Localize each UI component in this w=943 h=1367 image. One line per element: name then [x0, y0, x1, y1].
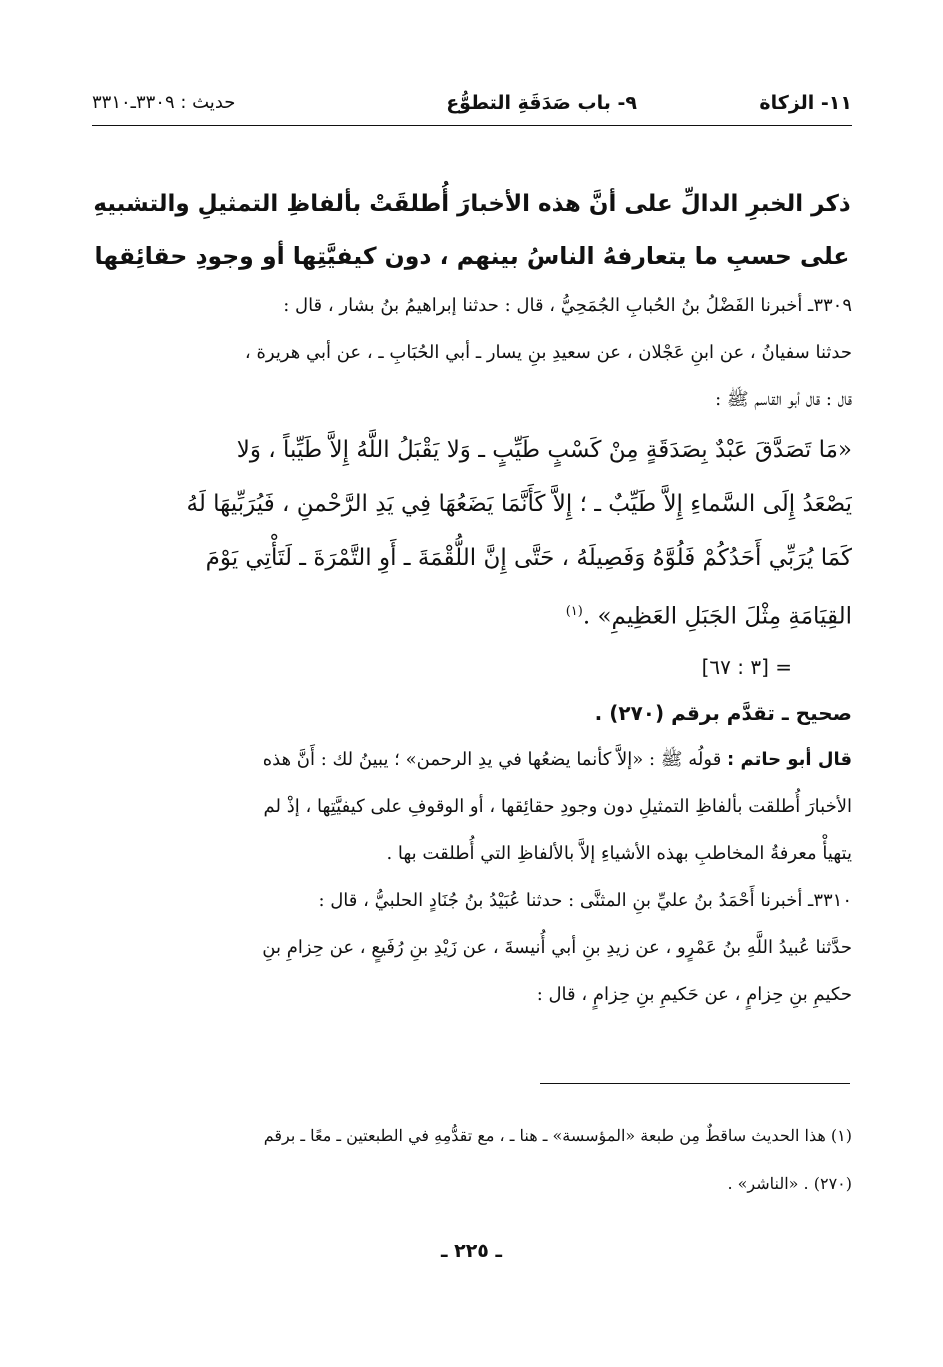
- matn-last-line: [92, 585, 852, 644]
- main-text: [92, 178, 852, 1018]
- isnad-line: حكيمِ بنِ حِزامٍ ، عن حَكيمِ بنِ حِزامٍ ، قال :: [536, 983, 852, 1005]
- commentary-line: يتهيأْ معرفةُ المخاطبِ بهذه الأشياءِ إلاَّ بالألفاظِ التي أُطلقت بها .: [386, 842, 852, 864]
- isnad-line: حدثنا سفيانُ ، عن ابنِ عَجْلان ، عن سعيدِ بنِ يسار ـ أبي الحُبَابِ ـ ، عن أبي هريرة ،: [244, 342, 852, 363]
- page-number: ـ ٢٢٥ ـ: [440, 1240, 502, 1262]
- isnad-line: قال : قال أبو القاسم ﷺ :: [715, 389, 852, 410]
- isnad-line: ٣٣٠٩ـ أخبرنا الفَضْلُ بنُ الحُبابِ الجُمَحِيُّ ، قال : حدثنا إبراهيمُ بنُ بشار ، قال :: [283, 295, 852, 316]
- footnote-line: (٢٧٠) . «الناشر» .: [727, 1174, 852, 1193]
- cross-reference: = [٣ : ٦٧]: [701, 654, 792, 679]
- isnad-line: ٣٣١٠ـ أخبرنا أَحْمَدُ بنُ عليِّ بنِ المثنَّى : حدثنا عُبَيْدُ بنُ جُنَادٍ الحلبيُّ ، قال :: [318, 889, 852, 911]
- running-header: [92, 88, 852, 124]
- footnote-marker: (١): [565, 604, 583, 619]
- footnote-divider: [540, 1083, 850, 1084]
- matn-line: يَصْعَدُ إِلَى السَّماءِ إِلاَّ طَيِّبٌ ـ ؛ إِلاَّ كَأَنَّمَا يَضَعُهَا فِي يَدِ الرَّحْمنِ ، فَيُرَبِّيهَا لَهُ: [186, 491, 852, 517]
- footnotes: [92, 1112, 852, 1208]
- section-title-line: ذكر الخبرِ الدالِّ على أنَّ هذه الأخبارَ أُطلقَتْ بألفاظِ التمثيلِ والتشبيهِ: [93, 191, 851, 217]
- hadith-range: حديث : ٣٣٠٩ـ٣٣١٠: [92, 92, 236, 113]
- matn-text: القِيَامَةِ مِثْلَ الجَبَلِ العَظِيمِ» .: [582, 603, 852, 630]
- matn-line: كَمَا يُرَبِّي أَحَدُكُمْ فَلُوَّهُ وَفَصِيلَهُ ، حَتَّى إِنَّ اللُّقْمَةَ ـ أَوِ التَّمْرَةَ ـ لَتَأْتِي يَوْمَ: [205, 545, 852, 571]
- chapter-title: ١١- الزكاة: [759, 92, 852, 114]
- header-divider: [92, 125, 852, 126]
- isnad-line: حدَّثنا عُبيدُ اللَّهِ بنُ عَمْرٍو ، عن زيدِ بنِ أبي أُنيسةَ ، عن زَيْدِ بنِ رُفَيعٍ ، عن حِزامِ بنِ: [262, 936, 852, 958]
- section-title-line: على حسبِ ما يتعارفهُ الناسُ بينهم ، دون كيفيَّتِها أو وجودِ حقائِقها: [94, 242, 850, 270]
- commentary-lead: قال أبو حاتم :: [727, 748, 852, 770]
- hadith-grade: صحيح ـ تقدَّم برقم (٢٧٠) .: [594, 700, 852, 725]
- commentary-line: [92, 736, 852, 783]
- footnote-line: (١) هذا الحديث ساقطٌ مِن طبعة «المؤسسة» ـ هنا ـ ، مع تقدُّمِهِ في الطبعتين ـ معًا ـ برقم: [263, 1126, 852, 1145]
- commentary-text: قولُه ﷺ : «إلاَّ كأنما يضعُها في يدِ الرحمن» ؛ يبينُ لك : أَنَّ هذه: [262, 748, 728, 770]
- commentary-line: الأخبارَ أُطلقت بألفاظِ التمثيلِ دون وجودِ حقائِقها ، أو الوقوفِ على كيفيَّتِها ، إذْ لم: [263, 795, 852, 817]
- section-heading: ٩- باب صَدَقَةِ التطوُّع: [446, 92, 637, 114]
- matn-line: «مَا تَصَدَّقَ عَبْدٌ بِصَدَقَةٍ مِنْ كَسْبٍ طَيِّبٍ ـ وَلا يَقْبَلُ اللَّهُ إِلاَّ طَيِّباً ، وَلا: [236, 437, 852, 463]
